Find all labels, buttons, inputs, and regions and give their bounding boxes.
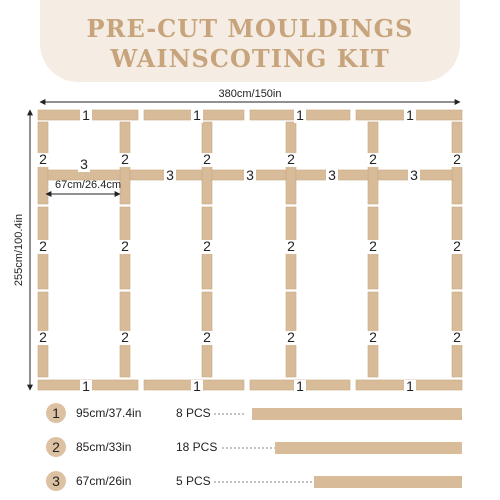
piece-number: 3 xyxy=(246,167,254,183)
legend-size: 67cm/26in xyxy=(76,474,132,488)
title-line-2: WAINSCOTING KIT xyxy=(110,44,390,73)
piece-number: 1 xyxy=(82,107,90,123)
piece-number: 1 xyxy=(406,378,414,394)
piece-number: 2 xyxy=(453,238,461,254)
piece-number: 2 xyxy=(203,238,211,254)
piece-number: 2 xyxy=(369,238,377,254)
piece-number: 3 xyxy=(328,167,336,183)
legend-quantity: 8 PCS xyxy=(176,406,211,420)
height-dimension-label: 255cm/100.4in xyxy=(13,213,25,287)
piece-number: 2 xyxy=(287,238,295,254)
title-line-1: PRE-CUT MOULDINGS xyxy=(86,14,414,43)
piece-number: 2 xyxy=(39,151,47,167)
width-dimension-label: 380cm/150in xyxy=(218,88,282,100)
legend-row-1 xyxy=(46,403,462,423)
piece-number: 2 xyxy=(287,151,295,167)
piece-number: 1 xyxy=(296,378,304,394)
piece-number: 1 xyxy=(406,107,414,123)
legend xyxy=(46,403,462,491)
piece-number: 1 xyxy=(193,107,201,123)
piece-number: 2 xyxy=(453,151,461,167)
piece-number: 2 xyxy=(203,151,211,167)
legend-row-2 xyxy=(46,437,462,457)
piece-number: 3 xyxy=(166,167,174,183)
piece-number: 1 xyxy=(193,378,201,394)
legend-size: 95cm/37.4in xyxy=(76,406,142,420)
legend-bar xyxy=(314,476,462,488)
piece-number: 2 xyxy=(39,329,47,345)
piece-number: 2 xyxy=(121,151,129,167)
piece-number: 2 xyxy=(369,151,377,167)
piece-number: 3 xyxy=(410,167,418,183)
piece-number: 3 xyxy=(80,156,88,172)
legend-quantity: 5 PCS xyxy=(176,474,211,488)
piece-number: 2 xyxy=(203,329,211,345)
piece-number: 2 xyxy=(121,238,129,254)
legend-marker-number: 1 xyxy=(52,405,60,421)
moulding-strips xyxy=(38,110,462,390)
piece-number: 2 xyxy=(121,329,129,345)
legend-marker-number: 2 xyxy=(52,439,60,455)
piece-number: 2 xyxy=(39,238,47,254)
legend-quantity: 18 PCS xyxy=(176,440,218,454)
legend-size: 85cm/33in xyxy=(76,440,132,454)
legend-marker-number: 3 xyxy=(52,473,60,489)
piece-markers xyxy=(37,107,463,394)
legend-bar xyxy=(275,442,462,454)
piece-number: 1 xyxy=(82,378,90,394)
legend-bar xyxy=(252,408,462,420)
legend-row-3 xyxy=(46,471,462,491)
inner-width-dimension-label: 67cm/26.4cm xyxy=(54,179,122,191)
piece-number: 2 xyxy=(287,329,295,345)
piece-number: 2 xyxy=(453,329,461,345)
piece-number: 2 xyxy=(369,329,377,345)
piece-number: 1 xyxy=(296,107,304,123)
